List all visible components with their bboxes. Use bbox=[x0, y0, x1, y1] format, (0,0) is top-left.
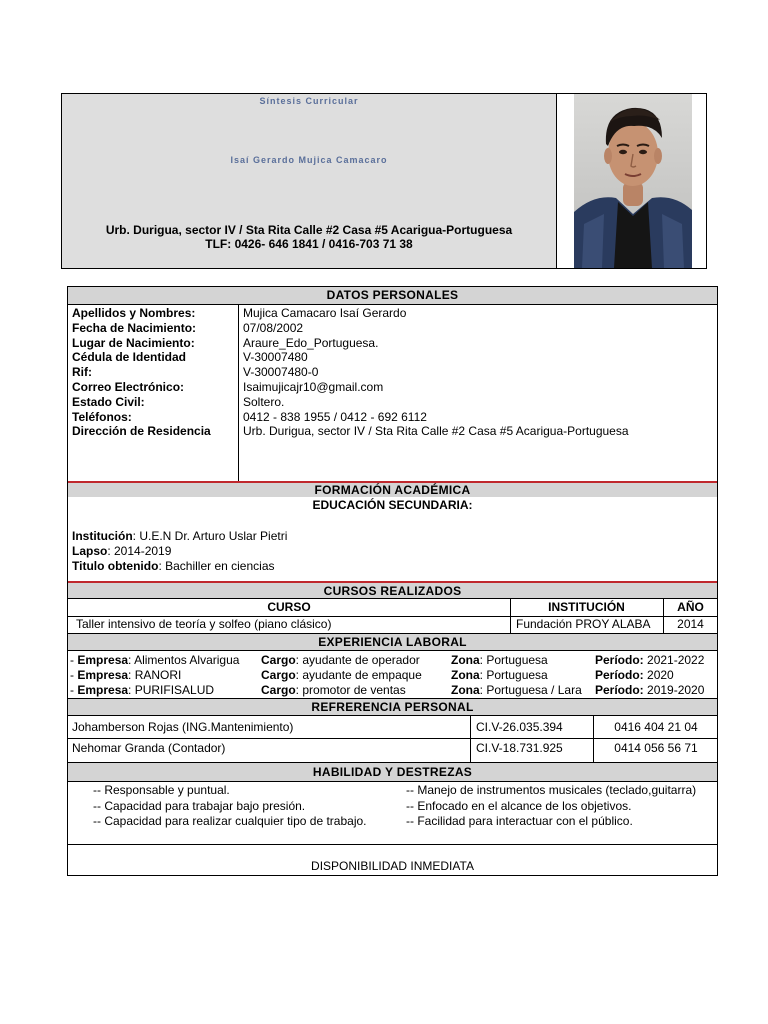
reference-phone: 0414 056 56 71 bbox=[614, 741, 698, 755]
courses-heading: CURSOS REALIZADOS bbox=[68, 583, 717, 599]
personal-field-label: Dirección de Residencia bbox=[72, 424, 211, 439]
personal-field-value: Araure_Edo_Portuguesa. bbox=[243, 335, 379, 350]
personal-field-value: Isaimujicajr10@gmail.com bbox=[243, 380, 384, 394]
education-degree: Titulo obtenido: Bachiller en ciencias bbox=[72, 559, 275, 573]
table-rule bbox=[68, 738, 717, 739]
candidate-name: Isaí Gerardo Mujica Camacaro bbox=[230, 155, 388, 165]
skill-item: -- Manejo de instrumentos musicales (teclado,guitarra) bbox=[406, 783, 697, 797]
course-year: 2014 bbox=[677, 617, 704, 631]
table-rule bbox=[470, 716, 471, 762]
experience-period-label: Período: bbox=[595, 682, 644, 697]
table-rule bbox=[68, 844, 717, 845]
courses-col-institution: INSTITUCIÓN bbox=[548, 600, 625, 614]
experience-zone: Zona: Portuguesa / Lara bbox=[451, 682, 582, 697]
personal-field-label: Fecha de Nacimiento: bbox=[72, 320, 197, 335]
experience-company: - Empresa: RANORI bbox=[70, 667, 182, 682]
skill-item: -- Facilidad para interactuar con el público. bbox=[406, 814, 633, 828]
cv-body bbox=[67, 286, 718, 876]
experience-period-label: Período: bbox=[595, 653, 644, 667]
availability-note: DISPONIBILIDAD INMEDIATA bbox=[311, 859, 474, 873]
experience-role: Cargo: promotor de ventas bbox=[261, 682, 406, 697]
education-heading: FORMACIÓN ACADÉMICA bbox=[68, 483, 717, 497]
experience-zone: Zona: Portuguesa bbox=[451, 667, 548, 682]
experience-zone-label: Zona bbox=[451, 667, 480, 682]
reference-name: Johamberson Rojas (ING.Mantenimiento) bbox=[72, 720, 294, 734]
personal-field-label: Correo Electrónico: bbox=[72, 380, 185, 394]
reference-phone: 0416 404 21 04 bbox=[614, 720, 698, 734]
experience-company-value: PURIFISALUD bbox=[134, 682, 215, 697]
experience-company-value: Alimentos Alvarigua bbox=[134, 653, 240, 667]
courses-col-year: AÑO bbox=[677, 600, 704, 614]
personal-field-value: Mujica Camacaro Isaí Gerardo bbox=[243, 306, 407, 320]
experience-role-value: promotor de ventas bbox=[302, 682, 406, 697]
experience-period-value: 2019-2020 bbox=[647, 682, 705, 697]
experience-zone-label: Zona bbox=[451, 653, 480, 667]
education-period: Lapso: 2014-2019 bbox=[72, 544, 172, 558]
experience-company-value: RANORI bbox=[134, 667, 182, 682]
personal-field-label: Teléfonos: bbox=[72, 409, 132, 424]
skill-item: -- Enfocado en el alcance de los objetivos. bbox=[406, 798, 632, 813]
personal-field-value: 07/08/2002 bbox=[243, 320, 304, 335]
skill-item: -- Capacidad para trabajar bajo presión. bbox=[93, 798, 306, 813]
skill-item: -- Responsable y puntual. bbox=[93, 783, 230, 797]
course-institution: Fundación PROY ALABA bbox=[516, 617, 651, 631]
experience-role-value: ayudante de empaque bbox=[302, 667, 422, 682]
personal-field-value: 0412 - 838 1955 / 0412 - 692 6112 bbox=[243, 409, 427, 424]
experience-company-label: Empresa bbox=[77, 653, 129, 667]
header-address: Urb. Durigua, sector IV / Sta Rita Calle #2 Casa #5 Acarigua-Portuguesa bbox=[105, 223, 513, 237]
skill-item: -- Capacidad para realizar cualquier tipo de trabajo. bbox=[93, 814, 367, 828]
references-heading: REFRERENCIA PERSONAL bbox=[68, 698, 717, 716]
education-institution: Institución: U.E.N Dr. Arturo Uslar Pietri bbox=[72, 529, 288, 543]
experience-period bbox=[595, 683, 704, 698]
experience-period-value: 2021-2022 bbox=[647, 653, 705, 667]
experience-zone: Zona: Portuguesa bbox=[451, 653, 548, 667]
personal-data-divider bbox=[238, 305, 239, 482]
section-label: Síntesis Curricular bbox=[259, 96, 359, 106]
experience-period-label: Período: bbox=[595, 667, 644, 682]
courses-col-course: CURSO bbox=[267, 600, 311, 614]
personal-field-label: Estado Civil: bbox=[72, 394, 145, 409]
skills-heading: HABILIDAD Y DESTREZAS bbox=[68, 762, 717, 782]
experience-period bbox=[595, 653, 704, 668]
experience-zone-value: Portuguesa bbox=[486, 653, 548, 667]
personal-field-value: V-30007480-0 bbox=[243, 365, 319, 380]
experience-company: - Empresa: Alimentos Alvarigua bbox=[70, 653, 240, 667]
experience-zone-value: Portuguesa bbox=[486, 667, 548, 682]
personal-field-label: Cédula de Identidad bbox=[72, 350, 187, 365]
header-phone: TLF: 0426- 646 1841 / 0416-703 71 38 bbox=[205, 237, 413, 251]
reference-id: CI.V-18.731.925 bbox=[476, 741, 563, 755]
photo-cell bbox=[557, 94, 706, 268]
personal-field-label: Apellidos y Nombres: bbox=[72, 306, 196, 320]
experience-role-label: Cargo bbox=[261, 653, 296, 667]
personal-field-value: V-30007480 bbox=[243, 350, 308, 365]
experience-zone-label: Zona bbox=[451, 682, 480, 697]
experience-role-label: Cargo bbox=[261, 667, 296, 682]
experience-heading: EXPERIENCIA LABORAL bbox=[68, 633, 717, 651]
reference-name: Nehomar Granda (Contador) bbox=[72, 741, 226, 755]
experience-role: Cargo: ayudante de operador bbox=[261, 653, 420, 667]
reference-id: CI.V-26.035.394 bbox=[476, 720, 563, 734]
cv-header bbox=[61, 93, 707, 269]
table-rule bbox=[510, 599, 511, 633]
personal-field-value: Urb. Durigua, sector IV / Sta Rita Calle #2 Casa #5 Acarigua-Portuguesa bbox=[243, 424, 629, 439]
experience-period bbox=[595, 668, 674, 683]
experience-zone-value: Portuguesa / Lara bbox=[486, 682, 582, 697]
experience-role: Cargo: ayudante de empaque bbox=[261, 667, 422, 682]
experience-period-value: 2020 bbox=[647, 667, 674, 682]
education-subtitle: EDUCACIÓN SECUNDARIA: bbox=[312, 498, 473, 512]
experience-role-value: ayudante de operador bbox=[302, 653, 420, 667]
personal-field-label: Lugar de Nacimiento: bbox=[72, 335, 195, 350]
experience-role-label: Cargo bbox=[261, 682, 296, 697]
personal-field-value: Soltero. bbox=[243, 394, 285, 409]
personal-data-heading: DATOS PERSONALES bbox=[68, 287, 717, 305]
experience-company-label: Empresa bbox=[77, 682, 129, 697]
personal-field-label: Rif: bbox=[72, 365, 92, 380]
experience-company: - Empresa: PURIFISALUD bbox=[70, 682, 215, 697]
course-name: Taller intensivo de teoría y solfeo (piano clásico) bbox=[76, 617, 332, 631]
profile-photo bbox=[574, 94, 692, 268]
experience-company-label: Empresa bbox=[77, 667, 129, 682]
